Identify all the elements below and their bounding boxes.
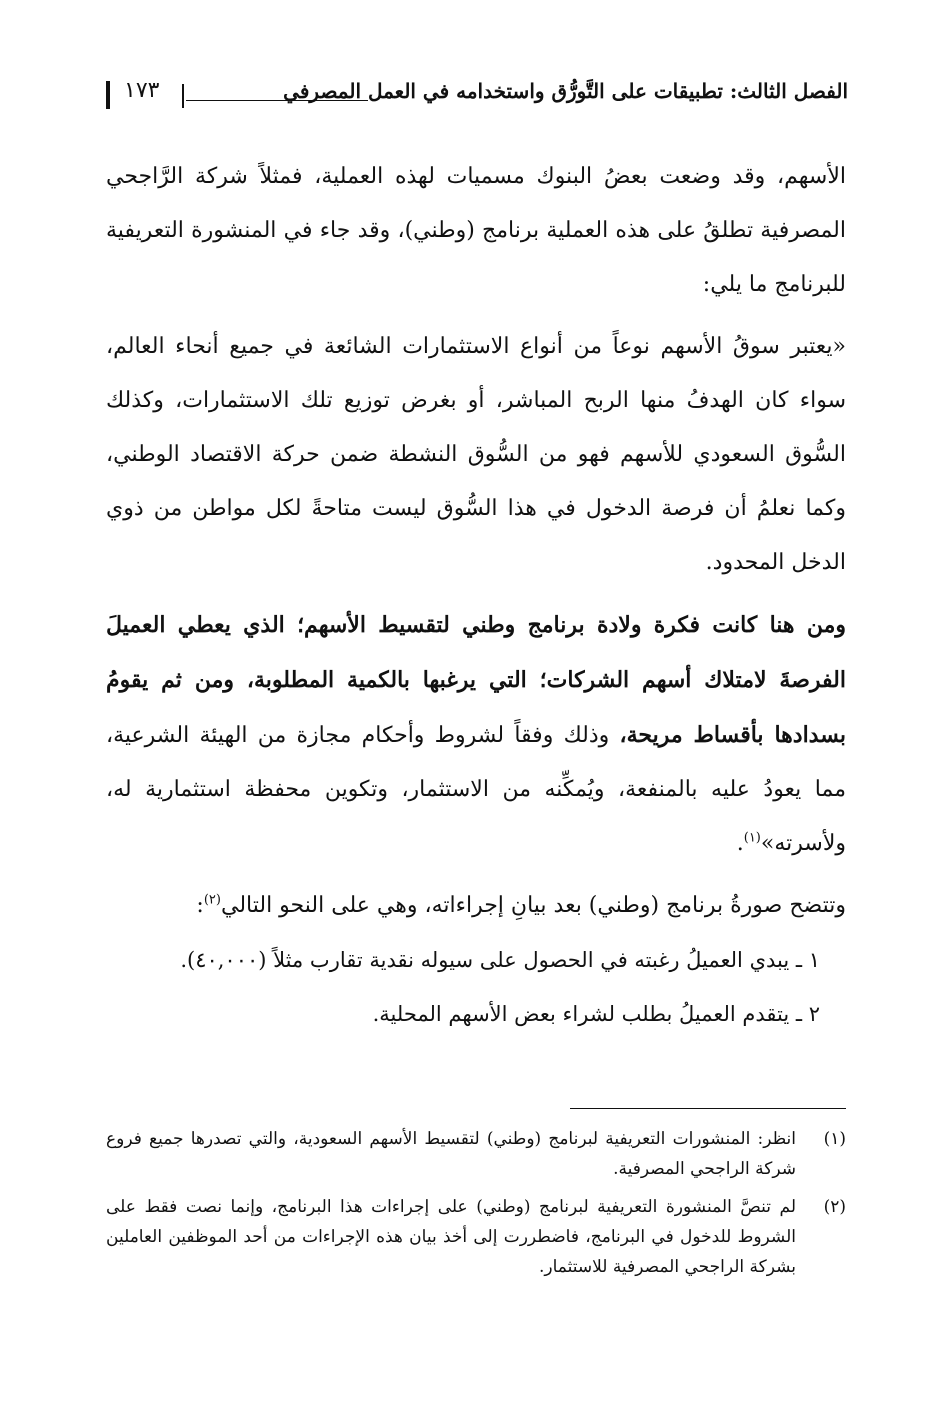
- footnote-2: [106, 1192, 846, 1282]
- list-item: ١ ـ يبدي العميلُ رغبته في الحصول على سيوله نقدية تقارب مثلاً (٤٠,٠٠٠).: [180, 948, 820, 972]
- footnote-text: لم تنصَّ المنشورة التعريفية لبرنامج (وطني) على إجراءات هذا البرنامج، وإنما نصت فقط على الشروط للدخول في البرنامج، فاضطررت إلى أخذ بيان هذه الإجراءات من أحد الموظفين العاملين بشركة الراجحي المصرفية للاستثمار.: [106, 1197, 796, 1277]
- paragraph-procedure-intro: [106, 879, 846, 933]
- paragraph-intro: الأسهم، وقد وضعت بعضُ البنوك مسميات لهذه العملية، فمثلاً شركة الرَّاجحي المصرفية تطلقُ على هذه العملية برنامج (وطني)، وقد جاء في المنشورة التعريفية للبرنامج ما يلي:: [106, 164, 846, 297]
- page-number: ١٧٣: [124, 78, 160, 103]
- footnote-1: [106, 1124, 846, 1184]
- header-rule: [186, 100, 368, 101]
- header-separator: [182, 84, 184, 108]
- procedure-text: وتتضح صورةُ برنامج (وطني) بعد بيانِ إجراءاته، وهي على النحو التالي: [220, 893, 846, 918]
- footnote-number: (١): [823, 1129, 846, 1149]
- footnote-text: انظر: المنشورات التعريفية لبرنامج (وطني) لتقسيط الأسهم السعودية، والتي تصدرها جميع فروع شركة الراجحي المصرفية.: [106, 1129, 796, 1179]
- footnote-separator: [570, 1108, 846, 1109]
- list-item: ٢ ـ يتقدم العميلُ بطلب لشراء بعض الأسهم المحلية.: [372, 1002, 820, 1026]
- footnotes: [106, 1124, 846, 1290]
- bold-text: ومن هنا كانت فكرة ولادة برنامج وطني لتقسيط الأسهم؛ الذي يعطي العميلَ الفرصةَ لامتلاك أسهم الشركات؛ التي يرغبها بالكمية المطلوبة، ومن ثم يقومُ بسدادها بأقساط مريحة،: [106, 612, 846, 748]
- main-text: [106, 150, 846, 1041]
- paragraph-quote-continued: [106, 598, 846, 871]
- sentence-end: .: [736, 831, 744, 856]
- chapter-title: الفصل الثالث: تطبيقات على التَّورُّق واستخدامه في العمل المصرفي: [283, 79, 848, 103]
- colon: :: [196, 893, 204, 918]
- footnote-ref-1[interactable]: (١): [743, 830, 761, 846]
- regular-text: وذلك وفقاً لشروط وأحكام مجازة من الهيئة الشرعية، مما يعودُ عليه بالمنفعة، ويُمكِّنه من الاستثمار، وتكوين محفظة استثمارية له، ولأسرته»: [106, 723, 846, 856]
- paragraph-quote: «يعتبر سوقُ الأسهم نوعاً من أنواع الاستثمارات الشائعة في جميع أنحاء العالم، سواء كان الهدفُ منها الربح المباشر، أو بغرض توزيع تلك الاستثمارات، وكذلك السُّوق السعودي للأسهم فهو من السُّوق النشطة ضمن حركة الاقتصاد الوطني، وكما نعلمُ أن فرصة الدخول في هذا السُّوق ليست متاحةً لكل مواطن من ذوي الدخل المحدود.: [106, 334, 846, 575]
- footnote-number: (٢): [823, 1197, 846, 1217]
- footnote-ref-2[interactable]: (٢): [203, 892, 221, 908]
- running-header: [104, 76, 848, 116]
- page-edge-bar: [106, 81, 110, 109]
